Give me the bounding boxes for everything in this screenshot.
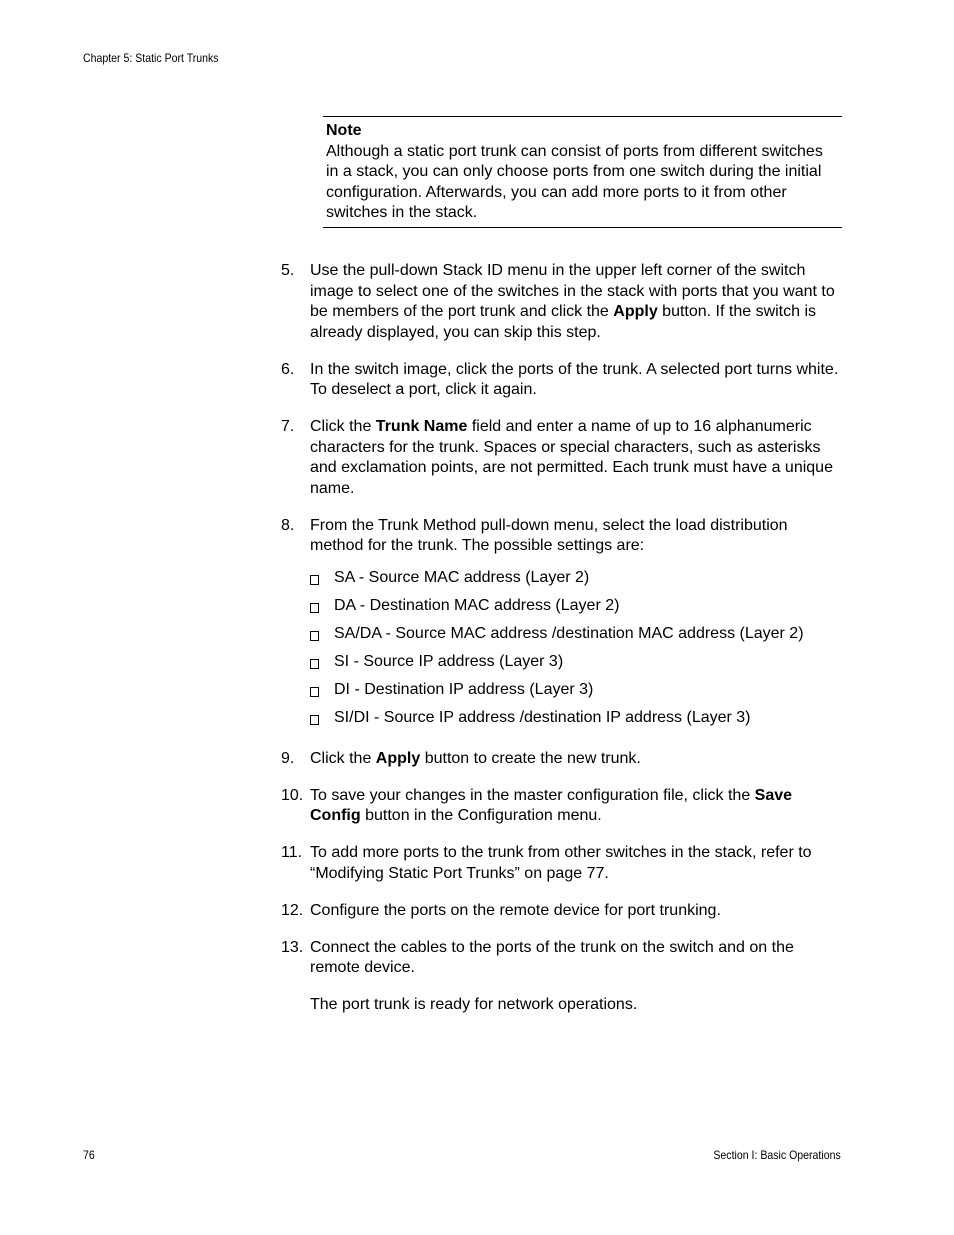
step-text: Connect the cables to the ports of the trunk on the switch and on the remote device.	[310, 938, 794, 976]
step-9	[281, 749, 843, 770]
step-text: Configure the ports on the remote device for port trunking.	[310, 901, 721, 919]
step-text: Click the Apply button to create the new trunk.	[310, 749, 641, 767]
step-text: Click the Trunk Name field and enter a name of up to 16 alphanumeric characters for the trunk. Spaces or special characters, such as asterisks and exclamation points, are not permitted. Each trunk must have a unique name.	[310, 418, 833, 497]
running-footer: Section I: Basic Operations	[713, 1148, 841, 1162]
list-item: DA - Destination MAC address (Layer 2)	[310, 593, 843, 621]
closing-text: The port trunk is ready for network operations.	[310, 996, 638, 1013]
list-item: SI - Source IP address (Layer 3)	[310, 649, 843, 677]
trunk-method-list	[310, 565, 843, 733]
note-text: Although a static port trunk can consist of ports from different switches in a stack, you can only choose ports from one switch during the initial configuration. Afterwards, you can add more ports to it from other switches in the stack.	[326, 142, 823, 221]
step-text: In the switch image, click the ports of the trunk. A selected port turns white. To deselect a port, click it again.	[310, 360, 839, 398]
checkbox-bullet-icon	[310, 715, 319, 725]
save-config-button-ref: Save Config	[310, 786, 793, 824]
step-8	[281, 516, 843, 557]
checkbox-bullet-icon	[310, 659, 319, 669]
step-number: 9.	[281, 749, 295, 767]
list-item: SA - Source MAC address (Layer 2)	[310, 565, 843, 593]
step-6	[281, 360, 843, 401]
apply-button-ref: Apply	[375, 749, 421, 767]
step-number: 13.	[281, 938, 304, 956]
step-number: 11.	[281, 844, 303, 861]
step-text: From the Trunk Method pull-down menu, select the load distribution method for the trunk. The possible settings are:	[310, 516, 788, 554]
checkbox-bullet-icon	[310, 575, 319, 585]
procedure-steps	[281, 261, 843, 1016]
step-13	[281, 938, 843, 979]
step-5	[281, 261, 843, 343]
checkbox-bullet-icon	[310, 603, 319, 613]
step-number: 7.	[281, 418, 295, 435]
step-text: Use the pull-down Stack ID menu in the upper left corner of the switch image to select one of the switches in the stack with ports that you want to be members of the port trunk and click the Apply button. If the switch is already displayed, you can skip this step.	[310, 262, 835, 341]
trunk-name-field-ref: Trunk Name	[375, 418, 468, 435]
list-item: SI/DI - Source IP address /destination IP address (Layer 3)	[310, 705, 843, 733]
checkbox-bullet-icon	[310, 631, 319, 641]
step-12	[281, 901, 843, 922]
list-item: SA/DA - Source MAC address /destination MAC address (Layer 2)	[310, 621, 843, 649]
page-number: 76	[83, 1148, 95, 1162]
step-number: 6.	[281, 360, 295, 378]
step-text: To add more ports to the trunk from other switches in the stack, refer to “Modifying Static Port Trunks” on page 77.	[310, 844, 812, 882]
step-number: 12.	[281, 901, 304, 919]
step-text: To save your changes in the master configuration file, click the Save Config button in the Configuration menu.	[310, 786, 793, 824]
apply-button-ref: Apply	[613, 303, 658, 320]
step-11	[281, 843, 843, 884]
checkbox-bullet-icon	[310, 687, 319, 697]
step-number: 5.	[281, 262, 295, 279]
step-7	[281, 417, 843, 499]
note-box	[323, 116, 842, 228]
step-10	[281, 786, 843, 827]
step-number: 8.	[281, 516, 295, 534]
running-header: Chapter 5: Static Port Trunks	[83, 51, 219, 65]
step-number: 10.	[281, 786, 304, 804]
note-title: Note	[326, 122, 362, 139]
list-item: DI - Destination IP address (Layer 3)	[310, 677, 843, 705]
